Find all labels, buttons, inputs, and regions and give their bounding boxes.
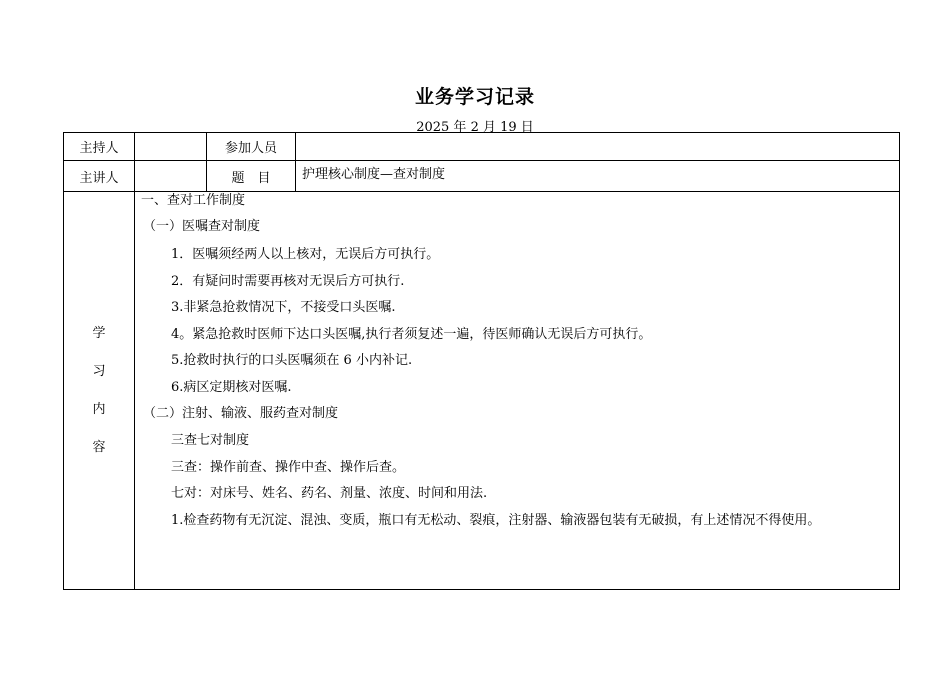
content-line: 5.抢救时执行的口头医嘱须在 6 小内补记.	[171, 353, 413, 368]
table-row	[64, 161, 900, 192]
speaker-label: 主讲人	[64, 161, 135, 192]
topic-value: 护理核心制度—查对制度	[296, 161, 900, 192]
content-line: 4。紧急抢救时医师下达口头医嘱,执行者须复述一遍，待医师确认无误后方可执行。	[171, 327, 652, 342]
table-row	[64, 192, 900, 590]
topic-label: 题 目	[207, 161, 296, 192]
content-line: 2．有疑问时需要再核对无误后方可执行.	[171, 274, 405, 289]
record-table	[63, 132, 900, 590]
side-char: 内	[92, 401, 106, 417]
side-char: 习	[92, 363, 106, 379]
page-title: 业务学习记录	[414, 86, 535, 108]
content-line: 3.非紧急抢救情况下，不接受口头医嘱.	[171, 300, 396, 315]
content-line: （一）医嘱查对制度	[143, 219, 261, 234]
study-content-label	[64, 192, 135, 590]
record-date: 2025 年 2 月 19 日	[416, 120, 534, 135]
participants-value-cell	[296, 133, 900, 161]
content-line: 6.病区定期核对医嘱.	[171, 380, 292, 395]
study-content-cell	[135, 192, 900, 590]
table-row	[64, 133, 900, 161]
participants-label: 参加人员	[207, 133, 296, 161]
content-line: 1．医嘱须经两人以上核对，无误后方可执行。	[171, 247, 440, 262]
content-line: 三查：操作前查、操作中查、操作后查。	[171, 460, 406, 475]
host-label: 主持人	[64, 133, 135, 161]
content-line: 1.检查药物有无沉淀、混浊、变质，瓶口有无松动、裂痕，注射器、输液器包装有无破损，有上述情况不得使用。	[171, 513, 821, 528]
host-value-cell	[135, 133, 207, 161]
side-char: 容	[92, 439, 106, 455]
speaker-value-cell	[135, 161, 207, 192]
content-line: 七对：对床号、姓名、药名、剂量、浓度、时间和用法.	[171, 486, 488, 501]
content-line: 一、查对工作制度	[141, 193, 246, 208]
study-content	[135, 192, 899, 589]
side-char: 学	[92, 325, 106, 341]
content-line: （二）注射、输液、服药查对制度	[143, 406, 339, 421]
content-line: 三查七对制度	[171, 433, 250, 448]
